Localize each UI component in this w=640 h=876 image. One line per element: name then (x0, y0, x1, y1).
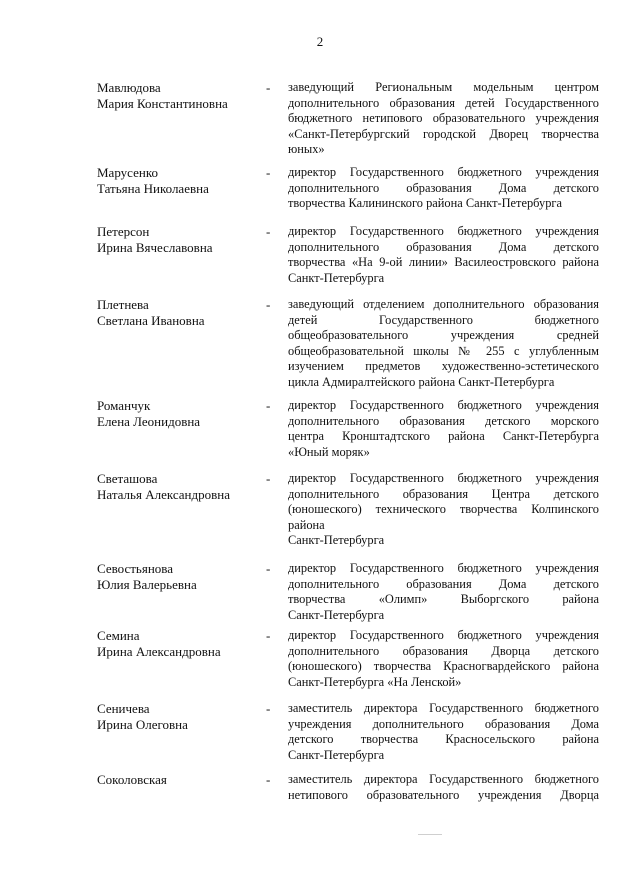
description-line: центра Кронштадтского района Санкт-Петербурга (288, 429, 599, 443)
description-line: заведующий Региональным модельным центром (288, 80, 599, 94)
separator-dash: - (266, 628, 271, 643)
position-description (288, 80, 599, 158)
description-line: дополнительного образования детского морского (288, 413, 599, 428)
separator-dash: - (266, 471, 271, 486)
position-description (288, 224, 599, 286)
description-line: директор Государственного бюджетного учреждения (288, 165, 599, 179)
description-line: «Санкт-Петербургский городской Дворец творчества (288, 126, 599, 141)
surname: Марусенко (97, 165, 158, 180)
description-line: заместитель директора Государственного бюджетного (288, 772, 599, 786)
page-number: 2 (316, 34, 324, 49)
description-line: дополнительного образования Дома детского (288, 180, 599, 195)
given-names: Юлия Валерьевна (97, 576, 197, 592)
person-name (97, 628, 262, 659)
description-line: изучением предметов художественно-эстетического (288, 359, 599, 373)
description-line: общеобразовательного учреждения средней (288, 328, 599, 342)
person-name (97, 772, 262, 788)
description-line: директор Государственного бюджетного учреждения (288, 224, 599, 238)
position-description (288, 471, 599, 549)
description-line: учреждения дополнительного образования Дома (288, 716, 599, 731)
separator-dash: - (266, 561, 271, 576)
person-name (97, 165, 262, 196)
description-line: (юношеского) технического творчества Колпинского (288, 502, 599, 516)
description-line: директор Государственного бюджетного учреждения (288, 561, 599, 575)
description-line: (юношеского) творчества Красногвардейского района (288, 659, 599, 673)
position-description (288, 398, 599, 460)
description-line: детей Государственного бюджетного (288, 312, 599, 327)
description-line: Санкт-Петербурга (288, 270, 385, 285)
description-line: дополнительного образования детей Государственного (288, 95, 599, 110)
surname: Романчук (97, 398, 151, 413)
separator-dash: - (266, 165, 271, 180)
separator-dash: - (266, 80, 271, 95)
description-line: дополнительного образования Дома детского (288, 239, 599, 254)
description-line: Санкт-Петербурга «На Ленской» (288, 674, 462, 689)
given-names: Ирина Вячеславовна (97, 239, 213, 255)
description-line: заведующий отделением дополнительного образования (288, 297, 599, 311)
surname: Петерсон (97, 224, 150, 239)
person-name (97, 398, 262, 429)
description-line: директор Государственного бюджетного учреждения (288, 398, 599, 412)
separator-dash: - (266, 398, 271, 413)
description-line: дополнительного образования Дома детского (288, 576, 599, 591)
given-names: Мария Константиновна (97, 95, 228, 111)
description-line: директор Государственного бюджетного учреждения (288, 628, 599, 642)
description-line: творчества Калининского района Санкт-Петербурга (288, 196, 562, 210)
surname: Плетнева (97, 297, 149, 312)
surname: Сеничева (97, 701, 150, 716)
description-line: творчества «На 9-ой линии» Василеостровского района (288, 255, 599, 269)
person-name (97, 297, 262, 328)
description-line: юных» (288, 142, 325, 156)
given-names: Ирина Александровна (97, 643, 221, 659)
surname: Соколовская (97, 772, 167, 787)
description-line: цикла Адмиралтейского района Санкт-Петербурга (288, 374, 555, 389)
position-description (288, 165, 599, 212)
person-name (97, 471, 262, 502)
description-line: Санкт-Петербурга (288, 533, 385, 547)
description-line: творчества «Олимп» Выборгского района (288, 592, 599, 606)
given-names: Елена Леонидовна (97, 413, 201, 429)
description-line: детского творчества Красносельского района (288, 732, 599, 746)
person-name (97, 80, 262, 111)
description-line: дополнительного образования Центра детского (288, 486, 599, 501)
separator-dash: - (266, 224, 271, 239)
separator-dash: - (266, 772, 271, 787)
position-description (288, 772, 599, 803)
surname: Севостьянова (97, 561, 174, 576)
scan-artifact (418, 834, 442, 835)
given-names: Светлана Ивановна (97, 312, 205, 328)
surname: Мавлюдова (97, 80, 161, 95)
separator-dash: - (266, 297, 271, 312)
description-line: Санкт-Петербурга (288, 607, 385, 622)
separator-dash: - (266, 701, 271, 716)
description-line: нетипового образовательного учреждения Дворца (288, 787, 599, 802)
position-description (288, 701, 599, 763)
description-line: заместитель директора Государственного бюджетного (288, 701, 599, 715)
description-line: бюджетного нетипового образовательного учреждения (288, 111, 599, 125)
surname: Семина (97, 628, 140, 643)
position-description (288, 628, 599, 690)
person-name (97, 224, 262, 255)
person-name (97, 561, 262, 592)
given-names: Наталья Александровна (97, 486, 230, 502)
given-names: Татьяна Николаевна (97, 180, 209, 196)
given-names: Ирина Олеговна (97, 716, 188, 732)
description-line: «Юный моряк» (288, 444, 370, 459)
description-line: директор Государственного бюджетного учреждения (288, 471, 599, 485)
description-line: Санкт-Петербурга (288, 747, 385, 762)
description-line: района (288, 517, 325, 532)
position-description (288, 297, 599, 390)
position-description (288, 561, 599, 623)
person-name (97, 701, 262, 732)
surname: Светашова (97, 471, 158, 486)
description-line: дополнительного образования Дворца детского (288, 643, 599, 658)
description-line: общеобразовательной школы № 255 с углубленным (288, 343, 599, 358)
